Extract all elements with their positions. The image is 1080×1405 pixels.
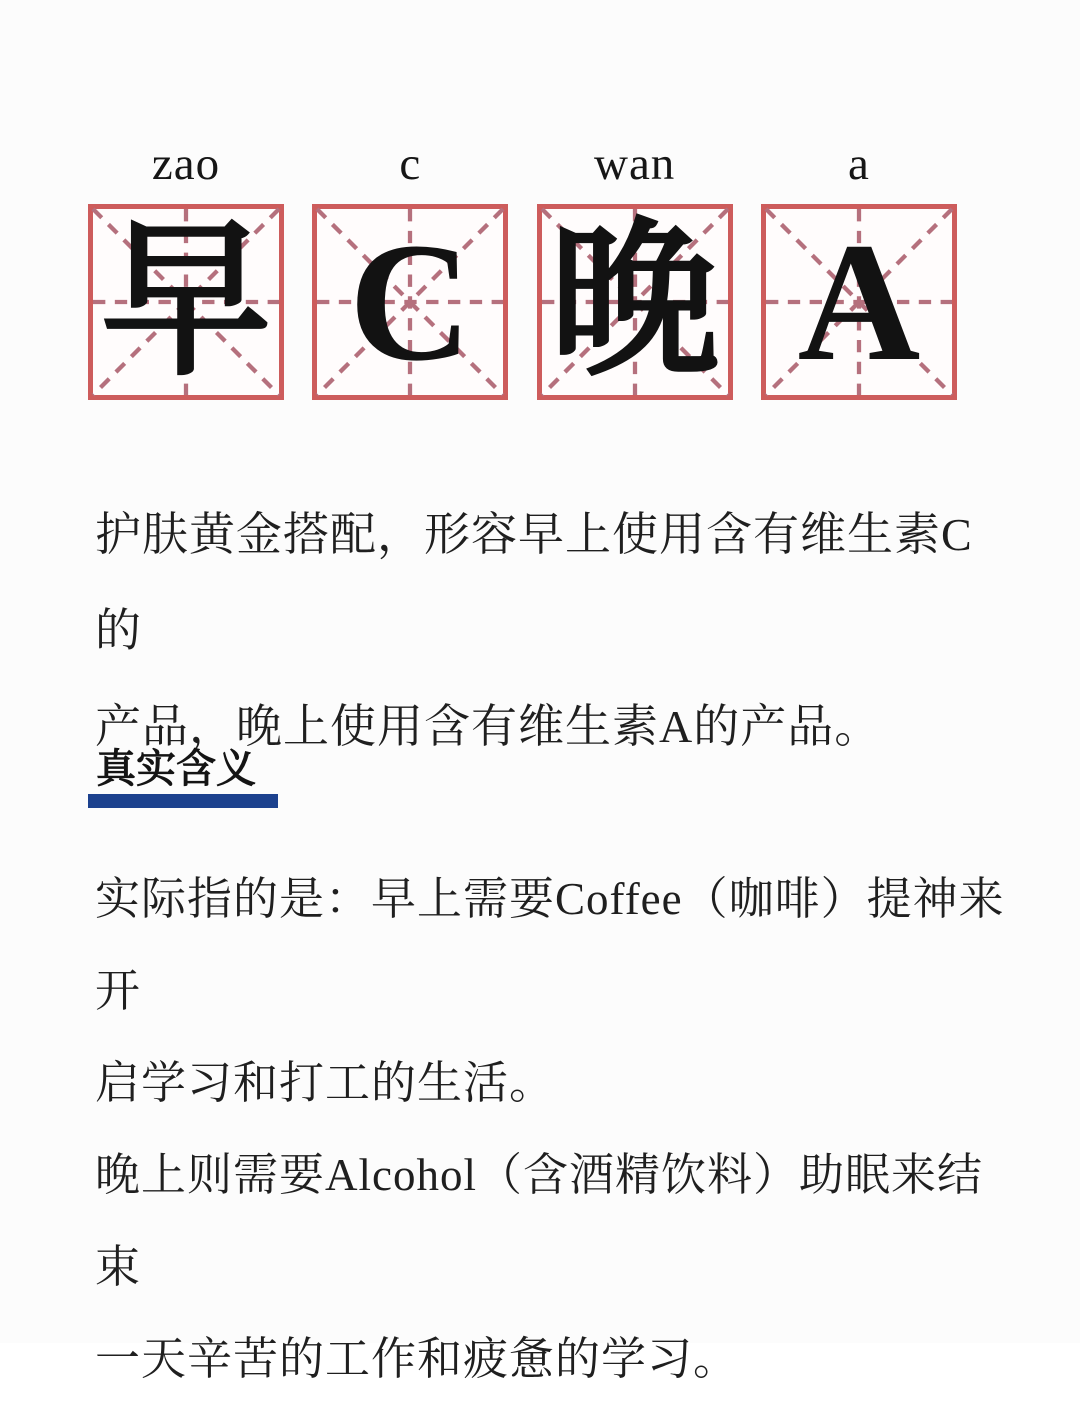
section-heading: 真实含义 (96, 747, 256, 791)
box-character: 早 (100, 208, 271, 396)
grid-cell-zao (88, 140, 284, 400)
meaning-line: 实际指的是：早上需要Coffee（咖啡）提神来开 (95, 874, 1005, 1016)
character-box (761, 204, 957, 400)
definition-line: 产品，晚上使用含有维生素A的产品。 (95, 701, 882, 752)
box-character: A (797, 208, 921, 396)
grid-cell-wan (537, 140, 733, 400)
pinyin-label: c (399, 138, 422, 190)
definition-line: 护肤黄金搭配，形容早上使用含有维生素C的 (95, 509, 973, 656)
character-box (312, 204, 508, 400)
meaning-line: 晚上则需要Alcohol（含酒精饮料）助眠来结束 (95, 1150, 983, 1292)
character-grid (88, 140, 957, 400)
box-character: 晚 (549, 208, 720, 396)
meaning-paragraphs (95, 853, 1005, 1405)
definition-paragraph (95, 487, 1005, 775)
character-box (88, 204, 284, 400)
meaning-line: 启学习和打工的生活。 (95, 1058, 556, 1108)
grid-cell-c (312, 140, 508, 400)
character-box (537, 204, 733, 400)
box-character: C (348, 208, 472, 396)
heading-underline (88, 794, 278, 808)
pinyin-label: a (848, 138, 870, 190)
pinyin-label: wan (594, 138, 676, 190)
pinyin-label: zao (151, 138, 221, 190)
meaning-line: 一天辛苦的工作和疲惫的学习。 (95, 1334, 740, 1384)
grid-cell-a (761, 140, 957, 400)
